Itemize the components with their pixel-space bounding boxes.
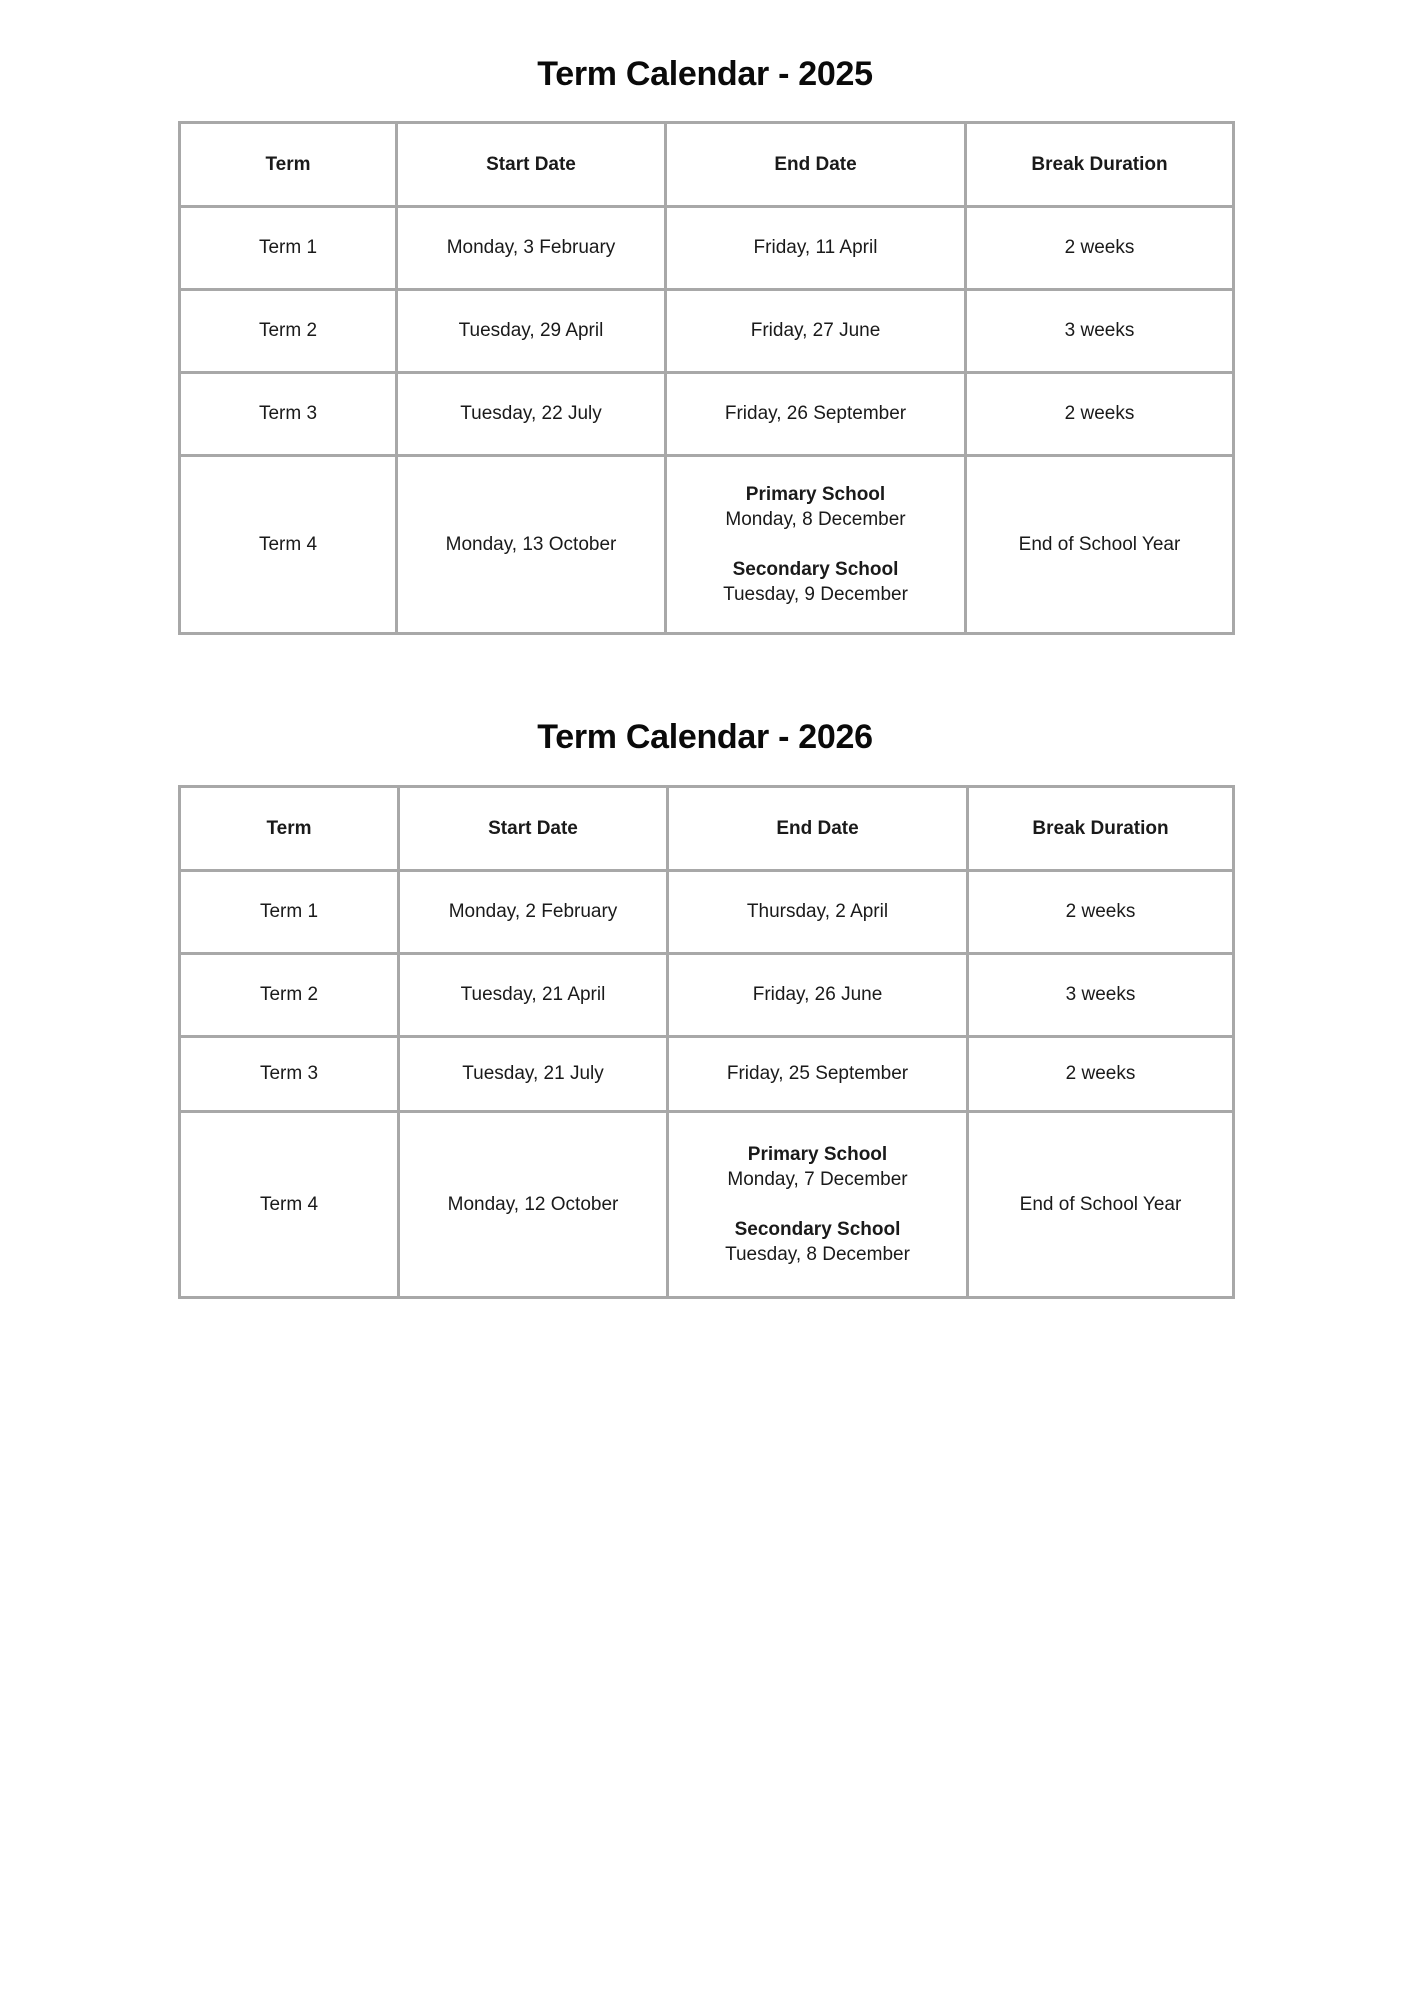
header-break-duration: Break Duration (968, 787, 1234, 871)
start-date-cell: Tuesday, 22 July (397, 373, 666, 456)
term-cell: Term 1 (180, 871, 399, 954)
start-date-cell: Monday, 13 October (397, 456, 666, 634)
term-cell: Term 4 (180, 1112, 399, 1298)
end-date-cell: Friday, 26 September (666, 373, 966, 456)
term-cell: Term 3 (180, 1037, 399, 1112)
break-cell: 2 weeks (966, 373, 1234, 456)
table-row (180, 373, 1234, 456)
header-row (180, 787, 1234, 871)
table-row (180, 1112, 1234, 1298)
secondary-school-label: Secondary School (734, 1219, 901, 1240)
term-cell: Term 2 (180, 290, 397, 373)
term-cell: Term 1 (180, 207, 397, 290)
start-date-cell: Monday, 2 February (399, 871, 668, 954)
end-date-cell (668, 1112, 968, 1298)
term-cell: Term 3 (180, 373, 397, 456)
table-row (180, 456, 1234, 634)
header-start-date: Start Date (397, 123, 666, 207)
primary-school-end-date: Monday, 8 December (725, 509, 906, 530)
term-table (178, 121, 1235, 635)
header-end-date: End Date (666, 123, 966, 207)
break-cell: 3 weeks (968, 954, 1234, 1037)
start-date-cell: Monday, 12 October (399, 1112, 668, 1298)
start-date-cell: Tuesday, 29 April (397, 290, 666, 373)
calendar-title: Term Calendar - 2025 (537, 55, 873, 93)
break-cell: 2 weeks (968, 871, 1234, 954)
primary-school-label: Primary School (747, 1144, 888, 1165)
table-row (180, 1037, 1234, 1112)
end-date-cell (666, 456, 966, 634)
end-date-cell: Thursday, 2 April (668, 871, 968, 954)
table-row (180, 290, 1234, 373)
secondary-school-label: Secondary School (732, 559, 899, 580)
term-cell: Term 4 (180, 456, 397, 634)
table-row (180, 954, 1234, 1037)
end-date-cell: Friday, 27 June (666, 290, 966, 373)
calendar-title: Term Calendar - 2026 (537, 718, 873, 756)
secondary-school-end-date: Tuesday, 8 December (725, 1244, 910, 1265)
term-table (178, 785, 1235, 1299)
end-date-cell: Friday, 11 April (666, 207, 966, 290)
term-cell: Term 2 (180, 954, 399, 1037)
start-date-cell: Tuesday, 21 April (399, 954, 668, 1037)
table-row (180, 207, 1234, 290)
header-term: Term (180, 123, 397, 207)
table-row (180, 871, 1234, 954)
primary-school-label: Primary School (745, 484, 886, 505)
start-date-cell: Monday, 3 February (397, 207, 666, 290)
header-term: Term (180, 787, 399, 871)
end-date-cell: Friday, 25 September (668, 1037, 968, 1112)
break-cell: 2 weeks (966, 207, 1234, 290)
header-start-date: Start Date (399, 787, 668, 871)
header-end-date: End Date (668, 787, 968, 871)
break-cell: End of School Year (966, 456, 1234, 634)
header-break-duration: Break Duration (966, 123, 1234, 207)
primary-school-end-date: Monday, 7 December (727, 1169, 908, 1190)
start-date-cell: Tuesday, 21 July (399, 1037, 668, 1112)
break-cell: 3 weeks (966, 290, 1234, 373)
end-date-cell: Friday, 26 June (668, 954, 968, 1037)
break-cell: End of School Year (968, 1112, 1234, 1298)
header-row (180, 123, 1234, 207)
secondary-school-end-date: Tuesday, 9 December (723, 584, 908, 605)
break-cell: 2 weeks (968, 1037, 1234, 1112)
